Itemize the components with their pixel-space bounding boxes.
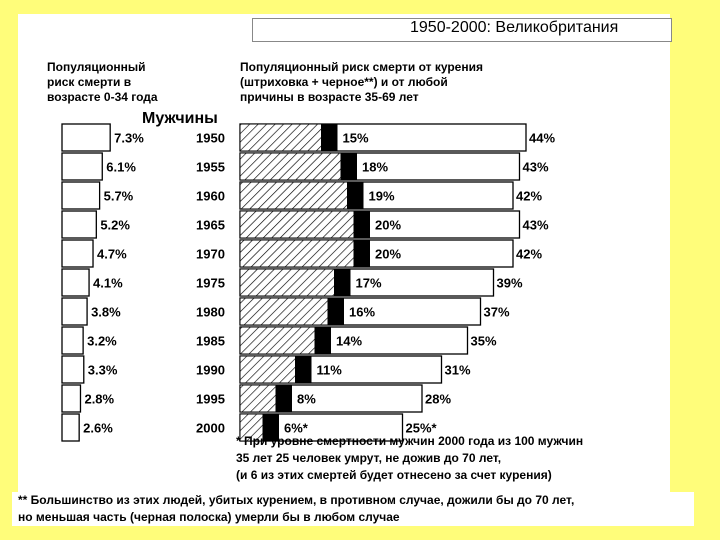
year-label: 1960 [196,188,225,204]
young-risk-label: 5.2% [100,217,130,233]
left-header-line: возрасте 0-34 года [47,90,158,104]
smoking-risk-label: 18% [362,159,389,175]
smoking-risk-label: 15% [342,130,369,146]
smoking-risk-hatched-bar [240,240,354,267]
smoking-risk-label: 11% [316,362,342,378]
smoking-risk-hatched-bar [240,153,341,180]
young-risk-bar [62,269,89,296]
footnote-2-line: но меньшая часть (черная полоска) умерли бы в любом случае [18,510,400,524]
smoking-risk-label: 20% [375,217,402,233]
year-label: 1955 [196,159,225,175]
footnote-2-line: ** Большинство из этих людей, убитых курением, в противном случае, дожили бы до 70 лет, [18,493,575,507]
year-label: 1985 [196,333,225,349]
year-label: 1990 [196,362,225,378]
left-header-line: Популяционный [47,60,146,74]
smoking-risk-label: 8% [297,391,316,407]
smoking-risk-hatched-bar [240,269,335,296]
year-label: 1980 [196,304,225,320]
young-risk-label: 4.7% [97,246,127,262]
smoking-risk-hatched-bar [240,385,276,412]
footnote-2 [12,492,694,526]
all-cause-risk-label: 25%* [405,420,437,436]
smoking-risk-label: 20% [375,246,402,262]
left-header-line: риск смерти в [47,75,132,89]
young-risk-label: 5.7% [103,188,134,204]
young-risk-bar [62,414,79,441]
smoking-risk-black-strip [322,124,338,151]
young-risk-bar [62,182,100,209]
smoking-risk-label: 17% [355,275,382,291]
young-risk-label: 2.8% [84,391,115,407]
young-risk-label: 3.3% [87,362,118,378]
young-risk-bar [62,240,93,267]
smoking-risk-black-strip [328,298,344,325]
all-cause-risk-label: 37% [483,304,510,320]
smoking-risk-black-strip [335,269,351,296]
all-cause-risk-label: 39% [496,275,523,291]
smoking-risk-black-strip [348,182,364,209]
year-label: 1975 [196,275,225,291]
young-risk-bar [62,298,87,325]
young-risk-bar [62,153,102,180]
smoking-risk-hatched-bar [240,298,328,325]
smoking-risk-label: 6%* [284,420,308,436]
smoking-risk-hatched-bar [240,356,296,383]
young-risk-label: 3.8% [91,304,121,320]
young-risk-label: 6.1% [106,159,136,175]
all-cause-risk-label: 43% [522,159,549,175]
smoking-risk-black-strip [354,211,370,238]
all-cause-risk-label: 42% [516,246,543,262]
smoking-risk-hatched-bar [240,182,348,209]
smoking-risk-black-strip [341,153,357,180]
smoking-risk-black-strip [276,385,292,412]
year-label: 1970 [196,246,225,262]
all-cause-risk-label: 35% [470,333,497,349]
young-risk-bar [62,211,96,238]
young-risk-bar [62,327,83,354]
footnote-1-line: * При уровне смертности мужчин 2000 года из 100 мужчин [236,434,584,448]
year-label: 2000 [196,420,225,436]
all-cause-risk-label: 42% [516,188,543,204]
group-label: Мужчины [142,110,218,127]
smoking-risk-black-strip [354,240,370,267]
smoking-risk-label: 19% [368,188,395,204]
young-risk-bar [62,356,84,383]
right-header-line: причины в возрасте 35-69 лет [240,90,419,104]
smoking-risk-black-strip [315,327,331,354]
all-cause-risk-label: 44% [529,130,556,146]
young-risk-label: 3.2% [87,333,117,349]
footnote-1 [236,433,583,484]
year-label: 1950 [196,130,225,146]
smoking-risk-black-strip [296,356,312,383]
smoking-risk-hatched-bar [240,124,322,151]
year-label: 1965 [196,217,225,233]
young-risk-bar [62,124,110,151]
smoking-risk-label: 14% [336,333,363,349]
young-risk-label: 4.1% [93,275,123,291]
all-cause-risk-label: 28% [425,391,452,407]
young-risk-label: 7.3% [114,130,144,146]
all-cause-risk-label: 43% [522,217,549,233]
all-cause-risk-label: 31% [444,362,471,378]
smoking-risk-hatched-bar [240,327,315,354]
right-header-line: Популяционный риск смерти от курения [240,60,483,74]
footnote-1-line: (и 6 из этих смертей будет отнесено за счет курения) [236,468,552,482]
chart-title: 1950-2000: Великобритания [410,19,619,36]
smoking-risk-hatched-bar [240,211,354,238]
young-risk-bar [62,385,80,412]
right-header-line: (штриховка + черное**) и от любой [240,75,448,89]
year-label: 1995 [196,391,225,407]
young-risk-label: 2.6% [83,420,113,436]
footnote-1-line: 35 лет 25 человек умрут, не дожив до 70 лет, [236,451,502,465]
smoking-risk-label: 16% [349,304,376,320]
